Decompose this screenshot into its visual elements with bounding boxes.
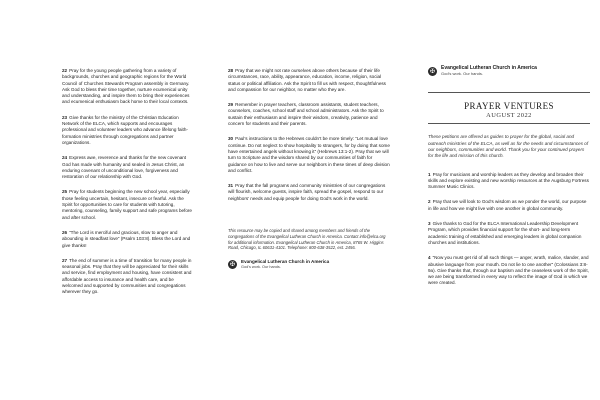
logo-name: Evangelical Lutheran Church in America [441, 65, 537, 71]
prayer-entry [228, 68, 390, 93]
page-subtitle: AUGUST 2022 [486, 112, 532, 120]
prayer-text: Pray that we will look to God’s wisdom as we ponder the world, our purpose in life and how we might live with one another in global community. [428, 199, 587, 211]
prayer-entry [428, 255, 590, 286]
prayer-number: 3 [428, 221, 431, 227]
prayer-number: 25 [62, 189, 68, 195]
prayer-entry [428, 172, 590, 191]
prayer-entry [62, 230, 192, 249]
prayer-text: Paul’s instructions to the Hebrews couldn’t be more timely: “Let mutual love continue. Do not neglect to show hospitality to strangers, for by doing that some have entertained angels without knowing it” (Hebrews 13:1-2). Pray that we will turn to Scripture and the wisdom shared by our communities of faith for guidance on how to live and serve our neighbors in these times of deep division and conflict. [228, 136, 390, 173]
page-title: PRAYER VENTURES [464, 101, 554, 112]
prayer-number: 2 [428, 199, 431, 205]
prayer-text: Give thanks to God for the ELCA International Leadership Development Program, which provides financial support for the short- and long-term academic training of established and emerging leaders in global companion churches and institutions. [428, 221, 582, 245]
prayer-number: 4 [428, 255, 431, 261]
prayer-text: Remember in prayer teachers, classroom assistants, student teachers, counselors, coaches, school staff and school administrators. Ask the Spirit to sustain their enthusiasm and inspire their wisdom, creativity, patience and concern for students and their parents. [228, 102, 384, 127]
prayer-number: 26 [62, 229, 68, 235]
prayer-text: The end of summer is a time of transition for many people in seasonal jobs. Pray that they will be appreciated for their skills and service, find employment and housing, have consistent and affordable access to insurance and health care, and be welcomed and supported by communities and congregations wherever they go. [62, 257, 192, 295]
prayer-number: 28 [228, 68, 234, 73]
prayer-entry [428, 199, 590, 212]
panel-middle [200, 0, 400, 400]
prayer-text: Pray that the fall programs and community ministries of our congregations will flourish, welcome guests, inspire faith, spread the gospel, respond to our neighbors’ needs and equip people for doing God’s work in the world. [228, 183, 386, 201]
divider [428, 123, 590, 124]
logo-tagline: God’s work. Our hands. [241, 264, 281, 269]
cross-logo-icon: ✠ [229, 260, 236, 268]
prayer-entry [62, 155, 192, 180]
logo-name: Evangelical Lutheran Church in America [241, 259, 330, 265]
prayer-number: 31 [228, 183, 234, 189]
prayer-text: Pray for musicians and worship leaders as they develop and broaden their skills and explore existing and new worship resources at the Augsburg Fortress Summer Music Clinics. [428, 171, 589, 190]
header-logo [428, 66, 590, 76]
cross-logo-icon: ✠ [429, 67, 436, 75]
prayer-text: Pray that we might not rate ourselves above others because of their life circumstances, race, ability, appearance, education, income, religion, social status or political affiliation. Ask the Spirit to fill us with respect, thoughtfulness and compassion for our neighbor, no matter who they are. [228, 68, 386, 92]
footer-logo [228, 259, 390, 269]
prayer-text: Pray for students beginning the new school year, especially those feeling uncertain, hesitant, insecure or fearful. Ask the Spirit for opportunities to care for students with tutoring, mentoring, counseling, family support and safe programs before and after school. [62, 189, 192, 220]
prayer-number: 27 [62, 257, 68, 263]
prayer-text: Express awe, reverence and thanks for the new covenant God has made with humanity and sealed in Jesus Christ, an enduring covenant of unconditional love, forgiveness and restoration of our relationship with God. [62, 155, 187, 180]
prayer-number: 1 [428, 171, 431, 177]
prayer-text: Pray for the young people gathering from a variety of backgrounds, churches and geographic regions for the World Council of Churches Stewards Program assembly in Germany. Ask God to bless their time together, nurture ecumenical unity and understanding, and inspire them to bring their experiences and ecumenical enthusiasm back home to their local contexts. [62, 68, 190, 105]
prayer-entry [228, 102, 390, 127]
prayer-entry [62, 115, 192, 146]
prayer-number: 24 [62, 155, 68, 161]
intro-text: These petitions are offered as guides to prayer for the global, social and outreach ministries of the ELCA, as well as for the needs and circumstances of our neighbors, communities and world. Thank you for your continued prayers for the life and mission of this church. [428, 134, 589, 159]
logo-tagline: God’s work. Our hands. [441, 71, 483, 77]
prayer-entry [62, 258, 192, 296]
prayer-text: “The Lord is merciful and gracious, slow to anger and abounding in steadfast love” (Psalm 103:8). Bless the Lord and give thanks! [62, 229, 191, 248]
panel-left [0, 0, 200, 400]
prayer-number: 29 [228, 102, 234, 108]
prayer-text: “Now you must get rid of all such things — anger, wrath, malice, slander, and abusive language from your mouth. Do not lie to one another” (Colossians 3:8-9a). Give thanks that, through our baptism and the ceaseless work of the Spirit, we are being transformed in every way to reflect the image of God in which we were created. [428, 255, 589, 286]
prayer-number: 30 [228, 136, 234, 142]
prayer-entry [428, 221, 590, 246]
prayer-number: 23 [62, 114, 68, 120]
prayer-number: 22 [62, 68, 68, 73]
copyright-note: This resource may be copied and shared among members and friends of the congregations of the Evangelical Lutheran Church in America. Contact info@elca.org for additional information. Evangelical Lutheran Church in America, 8765 W. Higgins Road, Chicago, IL 60631-4101. Telephone: 800-638-3522, ext. 2456. [228, 228, 386, 251]
prayer-text: Give thanks for the ministry of the Christian Education Network of the ELCA, which supports and encourages professional and volunteer leaders who advance lifelong faith-formation ministries through congregations and partner organizations. [62, 114, 188, 145]
divider [428, 92, 590, 93]
panel-right [400, 0, 600, 400]
prayer-entry [228, 183, 390, 202]
prayer-entry [62, 189, 192, 220]
prayer-entry [228, 136, 390, 174]
prayer-entry [62, 68, 192, 106]
